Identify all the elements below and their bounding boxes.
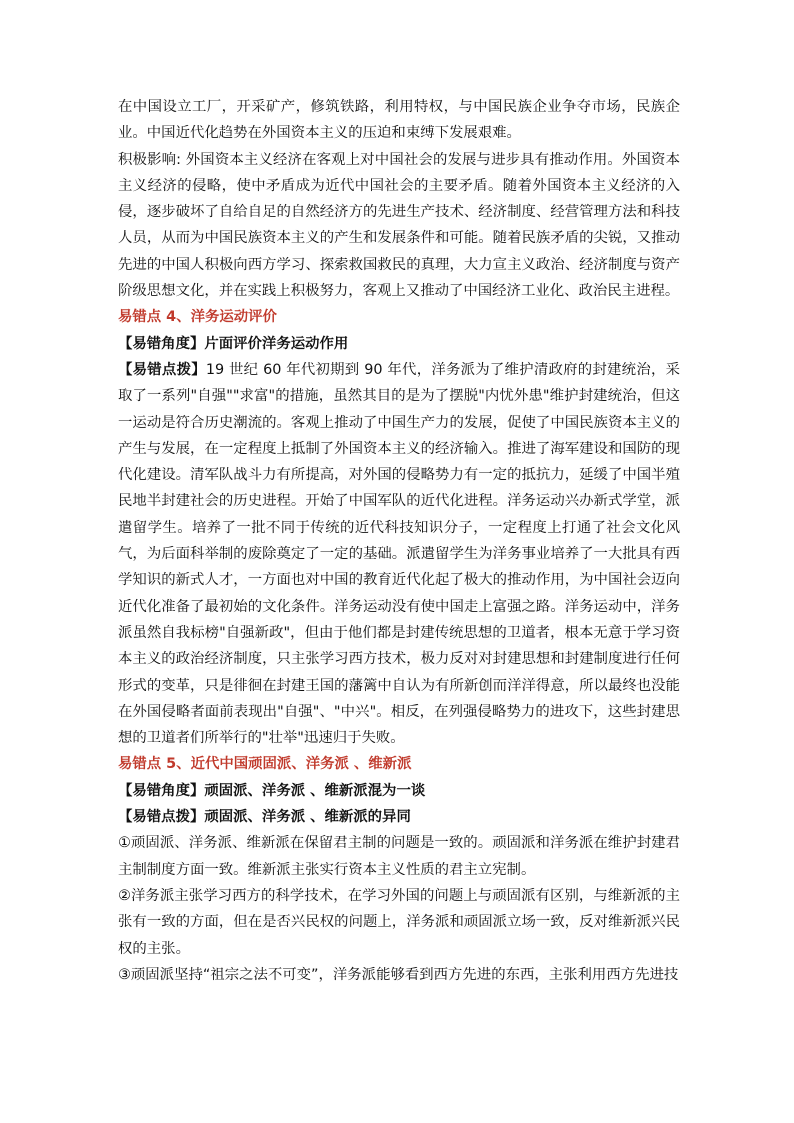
paragraph-foreign-capital-impact: 在中国设立工厂，开采矿产，修筑铁路，利用特权，与中国民族企业争夺市场，民族企业。中国近代化趋势在外国资本主义的压迫和束缚下发展艰难。 [118, 99, 680, 142]
error-tip-text: 19 世纪 60 年代初期到 90 年代，洋务派为了维护清政府的封建统治，采取了一系列"自强""求富"的措施，虽然其目的是为了摆脱"内忧外患"维护封建统治，但这一运动是符合历史潮流的。客观上推动了中国生产力的发展，促使了中国民族资本主义的产生与发展，在一定程度上抵制了外国资本主义的经济输入。推进了海军建设和国防的现代化建设。清军队战斗力有所提高，对外国的侵略势力有一定的抵抗力，延缓了中国半殖民地半封建社会的历史进程。开始了中国军队的近代化进程。洋务运动兴办新式学堂，派遣留学生。培养了一批不同于传统的近代科技知识分子，一定程度上打通了社会文化风气，为后面科举制的废除奠定了一定的基础。派遣留学生为洋务事业培养了一大批具有西学知识的新式人才，一方面也对中国的教育近代化起了极大的推动作用，为中国社会迈向近代化准备了最初始的文化条件。洋务运动没有使中国走上富强之路。洋务运动中，洋务派虽然自我标榜"自强新政"，但由于他们都是封建传统思想的卫道者，根本无意于学习资本主义的政治经济制度，只主张学习西方技术，极力反对对封建思想和封建制度进行任何形式的变革，只是徘徊在封建王国的藩篱中自认为有所新创而洋洋得意，所以最终也没能在外国侵略者面前表现出"自强"、"中兴"。相反，在列强侵略势力的进攻下，这些封建思想的卫道者们所举行的"壮举"迅速归于失败。 [118, 361, 680, 747]
error-tip-text: 顽固派、洋务派 、维新派的异同 [204, 809, 411, 826]
error-angle-label: 【易错角度】 [118, 335, 205, 352]
error-angle-5 [118, 778, 680, 804]
comparison-point-2: ②洋务派主张学习西方的科学技术，在学习外国的问题上与顽固派有区别，与维新派的主张有一致的方面，但在是否兴民权的问题上，洋务派和顽固派立场一致，反对维新派兴民权的主张。 [118, 887, 680, 957]
error-tip-5 [118, 804, 680, 830]
error-angle-4 [118, 331, 680, 357]
section-heading-4: 易错点 4、洋务运动评价 [118, 309, 277, 326]
error-tip-label: 【易错点拨】 [118, 809, 205, 826]
paragraph-positive-influence: 积极影响: 外国资本主义经济在客观上对中国社会的发展与进步具有推动作用。外国资本主义经济的侵略，使中矛盾成为近代中国社会的主要矛盾。随着外国资本主义经济的入侵，逐步破坏了自给自足的自然经济方的先进生产技术、经济制度、经营管理方法和科技人员，从而为中国民族资本主义的产生和发展条件和可能。随着民族矛盾的尖锐，又推动先进的中国人积极向西方学习、探索救国救民的真理，大力宣主义政治、经济制度与资产阶级思想文化，并在实践上积极努力，客观上又推动了中国经济工业化、政治民主进程。 [118, 151, 680, 300]
error-angle-label: 【易错角度】 [118, 782, 205, 799]
comparison-point-1: ①顽固派、洋务派、维新派在保留君主制的问题是一致的。顽固派和洋务派在维护封建君主制制度方面一致。维新派主张实行资本主义性质的君主立宪制。 [118, 835, 680, 878]
error-angle-text: 片面评价洋务运动作用 [204, 335, 349, 352]
comparison-point-3: ③顽固派坚持“祖宗之法不可变”，洋务派能够看到西方先进的东西，主张利用西方先进技 [118, 966, 679, 983]
document-page [118, 94, 680, 988]
error-angle-text: 顽固派、洋务派 、维新派混为一谈 [204, 782, 426, 799]
error-tip-label: 【易错点拨】 [118, 361, 206, 378]
section-heading-5: 易错点 5、近代中国顽固派、洋务派 、维新派 [118, 756, 412, 773]
error-tip-4 [118, 357, 680, 751]
